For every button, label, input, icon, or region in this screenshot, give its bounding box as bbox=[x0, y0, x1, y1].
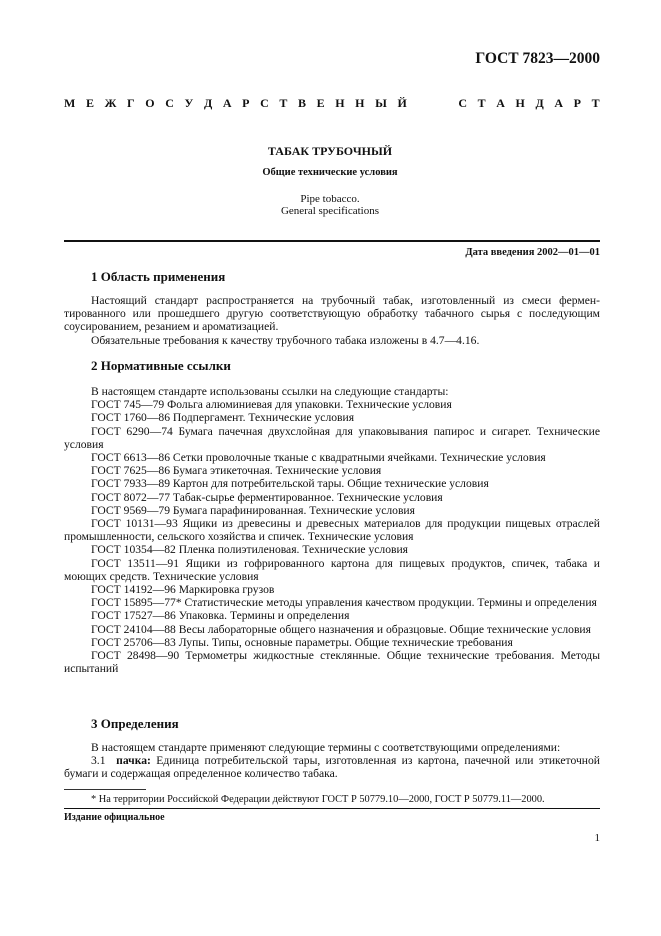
banner-letter: С bbox=[165, 96, 174, 110]
reference-item: ГОСТ 13511—91 Ящики из гофрированного картона для пищевых продуктов, спичек, табака и моющих средств. Технические условия bbox=[64, 556, 600, 583]
reference-item: ГОСТ 17527—86 Упаковка. Термины и определения bbox=[91, 609, 350, 623]
interstate-standard-banner bbox=[64, 96, 600, 111]
introduction-date: Дата введения 2002—01—01 bbox=[465, 247, 600, 258]
banner-letter bbox=[431, 96, 434, 111]
reference-item: ГОСТ 10354—82 Пленка полиэтиленовая. Технические условия bbox=[91, 543, 409, 557]
reference-item: ГОСТ 7625—86 Бумага этикеточная. Технические условия bbox=[91, 464, 382, 478]
banner-letter: Т bbox=[279, 96, 288, 110]
banner-letter bbox=[445, 96, 448, 111]
banner-letter: Т bbox=[477, 96, 486, 110]
banner-letter: Д bbox=[535, 96, 544, 110]
section-3-intro: В настоящем стандарте применяют следующие термины с соответствующими определениями: bbox=[91, 741, 561, 754]
footnote-separator bbox=[64, 789, 146, 790]
page-number: 1 bbox=[594, 832, 600, 844]
english-title-line-1: Pipe tobacco. bbox=[300, 193, 360, 205]
section-1-body bbox=[64, 294, 600, 347]
reference-item: ГОСТ 25706—83 Лупы. Типы, основные параметры. Общие технические требования bbox=[91, 635, 513, 649]
banner-letter: Р bbox=[573, 96, 581, 110]
banner-letter: А bbox=[222, 96, 232, 110]
document-subtitle: Общие технические условия bbox=[262, 167, 398, 178]
banner-letter: Е bbox=[85, 96, 94, 110]
english-title-line-2: General specifications bbox=[280, 205, 380, 217]
banner-letter: Н bbox=[355, 96, 365, 110]
section-3-body bbox=[64, 741, 600, 781]
banner-letter: В bbox=[297, 96, 306, 110]
definition-text: Единица потребительской тары, изготовленная из картона, пачечной или этикеточной бумаги и содержащая определенное количество табака. bbox=[64, 754, 600, 781]
document-number: ГОСТ 7823—2000 bbox=[475, 50, 600, 67]
section-1-paragraph: Настоящий стандарт распространяется на трубочный табак, изготовленный из смеси ферментированного или прошедшего другую соответствующую обработку табачного сырья с последующим соусированием, резанием и ароматизацией. bbox=[64, 294, 600, 334]
banner-letter: А bbox=[496, 96, 505, 110]
banner-letter: С bbox=[260, 96, 269, 110]
reference-item: ГОСТ 1760—86 Подпергамент. Технические условия bbox=[91, 411, 355, 425]
reference-item: ГОСТ 6290—74 Бумага пачечная двухслойная для упаковывания папирос и сигарет. Технические условия bbox=[64, 424, 600, 451]
reference-item: ГОСТ 9569—79 Бумага парафинированная. Технические условия bbox=[91, 503, 415, 517]
reference-item: ГОСТ 14192—96 Маркировка грузов bbox=[91, 583, 275, 597]
banner-letter: С bbox=[458, 96, 467, 110]
section-2-intro: В настоящем стандарте использованы ссылки на следующие стандарты: bbox=[91, 385, 449, 398]
banner-letter: Ж bbox=[104, 96, 117, 110]
section-3-heading: 3 Определения bbox=[91, 716, 179, 731]
footer-divider bbox=[64, 808, 600, 809]
footnote: * На территории Российской Федерации действуют ГОСТ Р 50779.10—2000, ГОСТ Р 50779.11—2000. bbox=[91, 794, 545, 805]
definition-3-1 bbox=[64, 754, 600, 780]
banner-letter: М bbox=[64, 96, 76, 110]
banner-letter bbox=[417, 96, 420, 111]
reference-item: ГОСТ 24104—88 Весы лабораторные общего назначения и образцовые. Общие технические условия bbox=[91, 622, 591, 636]
reference-item: ГОСТ 745—79 Фольга алюминиевая для упаковки. Технические условия bbox=[91, 398, 452, 412]
reference-item: ГОСТ 6613—86 Сетки проволочные тканые с квадратными ячейками. Технические условия bbox=[91, 451, 546, 465]
english-title bbox=[60, 193, 600, 217]
section-2-heading: 2 Нормативные ссылки bbox=[91, 358, 231, 373]
definition-term: пачка: bbox=[116, 754, 151, 768]
reference-item: ГОСТ 7933—89 Картон для потребительской тары. Общие технические условия bbox=[91, 477, 489, 491]
reference-list bbox=[64, 398, 600, 675]
title-divider bbox=[64, 240, 600, 242]
reference-item: ГОСТ 28498—90 Термометры жидкостные стеклянные. Общие технические требования. Методы испытаний bbox=[64, 649, 600, 676]
banner-letter: Н bbox=[335, 96, 345, 110]
section-1-paragraph: Обязательные требования к качеству трубочного табака изложены в 4.7—4.16. bbox=[91, 333, 480, 347]
section-1-heading: 1 Область применения bbox=[91, 269, 226, 284]
banner-letter: Р bbox=[242, 96, 250, 110]
reference-item: ГОСТ 8072—77 Табак-сырье ферментированное. Технические условия bbox=[91, 490, 443, 504]
banner-letter: А bbox=[554, 96, 563, 110]
banner-letter: Н bbox=[515, 96, 525, 110]
reference-item: ГОСТ 10131—93 Ящики из древесины и древесных материалов для продукции пищевых отраслей промышленности, сельского хозяйства и спичек. Технические условия bbox=[64, 517, 600, 544]
reference-item: ГОСТ 15895—77* Статистические методы управления качеством продукции. Термины и определения bbox=[91, 596, 597, 610]
section-2-body bbox=[64, 385, 600, 675]
banner-letter: Е bbox=[316, 96, 325, 110]
definition-number: 3.1 bbox=[91, 754, 106, 768]
banner-letter: Т bbox=[591, 96, 600, 110]
document-title: ТАБАК ТРУБОЧНЫЙ bbox=[267, 144, 393, 158]
banner-letter: О bbox=[145, 96, 155, 110]
banner-letter: Ы bbox=[375, 96, 387, 110]
banner-letter: Й bbox=[397, 96, 407, 110]
banner-letter: Г bbox=[127, 96, 135, 110]
edition-label: Издание официальное bbox=[64, 812, 165, 823]
banner-letter: Д bbox=[203, 96, 213, 110]
banner-letter: У bbox=[184, 96, 194, 110]
